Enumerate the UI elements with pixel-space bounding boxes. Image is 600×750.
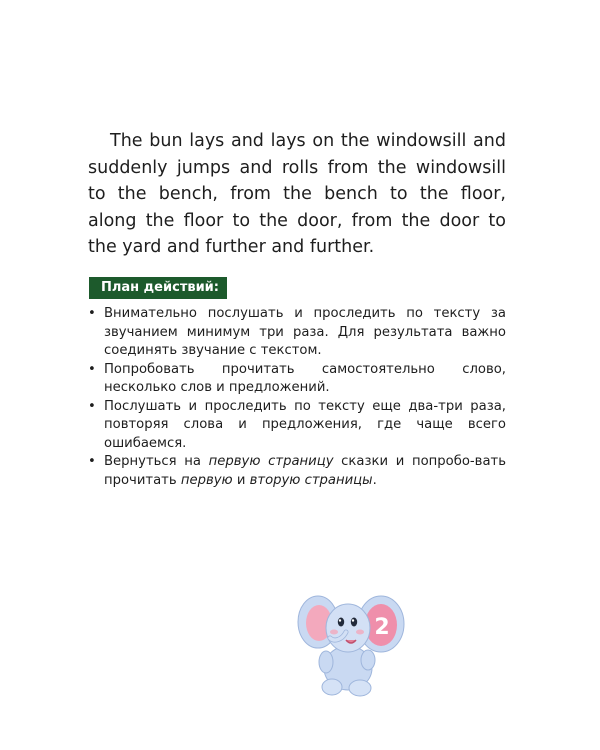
list-item-text: Попробовать прочитать самостоятельно слово, несколько слов и предложений. (104, 361, 506, 395)
list-item-italic-text: первую страницу (208, 454, 334, 469)
list-item (88, 398, 506, 454)
plan-heading: План действий: (89, 277, 227, 299)
list-item-text: Послушать и проследить по тексту еще два-три раза, повторяя слова и предложения, где чаще всего ошибаемся. (104, 398, 506, 451)
list-item (88, 305, 506, 361)
list-item (88, 453, 506, 490)
bullet-icon: • (88, 361, 96, 377)
plan-list (88, 305, 506, 490)
story-paragraph: The bun lays and lays on the windowsill and suddenly jumps and rolls from the windowsill to the bench, from the bench to the floor, along the floor to the door, from the door to the yard and further and further. (88, 131, 506, 257)
list-item-text: Внимательно послушать и проследить по тексту за звучанием минимум три раза. Для результата важно соединять звучание с текстом. (104, 306, 506, 358)
page-number: 2 (374, 615, 390, 640)
list-item-text-part: сказки и попробо-вать прочитать (104, 454, 506, 488)
list-item-italic-text: первую (180, 472, 233, 488)
list-item-italic-text: вторую страницы (249, 472, 373, 488)
list-item-text-part: и (232, 472, 250, 488)
list-item-text-part: . (372, 472, 377, 488)
elephant-mascot-icon (296, 586, 406, 698)
bullet-icon: • (88, 398, 96, 414)
bullet-icon: • (88, 306, 96, 321)
list-item-text-part: Вернуться на (104, 454, 209, 469)
list-item (88, 361, 506, 398)
bullet-icon: • (88, 454, 96, 469)
